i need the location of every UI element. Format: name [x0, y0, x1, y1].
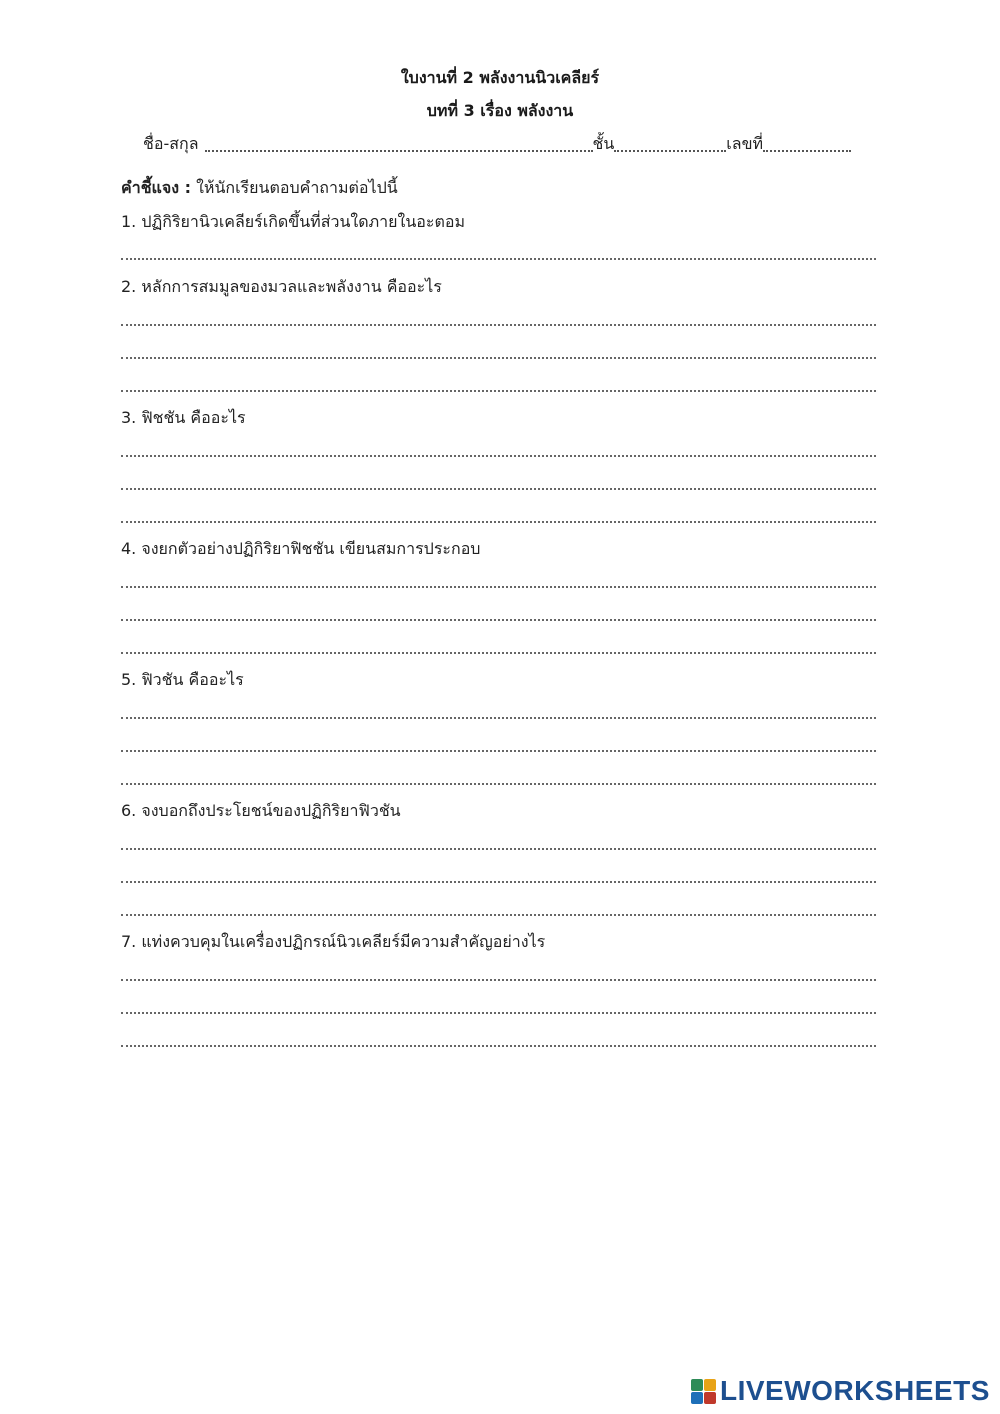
- instruction-label: คำชี้แจง :: [121, 178, 192, 197]
- question-4: 4. จงยกตัวอย่างปฏิกิริยาฟิชชัน เขียนสมการประกอบ: [121, 539, 481, 558]
- logo-block-2: [704, 1379, 716, 1391]
- answer-line-2-3[interactable]: [121, 390, 876, 392]
- answer-line-6-3[interactable]: [121, 914, 876, 916]
- worksheet-subtitle: บทที่ 3 เรื่อง พลังงาน: [426, 101, 574, 120]
- answer-line-3-3[interactable]: [121, 521, 876, 523]
- answer-line-7-2[interactable]: [121, 1012, 876, 1014]
- liveworksheets-logo: [691, 1374, 991, 1408]
- name-label: ชื่อ-สกุล: [143, 134, 199, 153]
- answer-line-3-2[interactable]: [121, 488, 876, 490]
- question-6: 6. จงบอกถึงประโยชน์ของปฏิกิริยาฟิวชัน: [121, 801, 401, 820]
- question-3: 3. ฟิชชัน คืออะไร: [121, 408, 246, 427]
- logo-text: LIVEWORKSHEETS: [720, 1375, 990, 1406]
- worksheet-title: ใบงานที่ 2 พลังงานนิวเคลียร์: [400, 68, 600, 87]
- class-label: ชั้น: [592, 134, 615, 153]
- question-7: 7. แท่งควบคุมในเครื่องปฏิกรณ์นิวเคลียร์มีความสำคัญอย่างไร: [121, 932, 546, 951]
- answer-line-5-2[interactable]: [121, 750, 876, 752]
- answer-line-5-1[interactable]: [121, 717, 876, 719]
- logo-block-1: [691, 1379, 703, 1391]
- instruction-text: ให้นักเรียนตอบคำถามต่อไปนี้: [191, 178, 398, 197]
- answer-line-2-2[interactable]: [121, 357, 876, 359]
- answer-line-6-2[interactable]: [121, 881, 876, 883]
- logo-blocks-icon: [691, 1379, 716, 1404]
- student-info-row: [143, 132, 863, 157]
- answer-line-7-1[interactable]: [121, 979, 876, 981]
- logo-block-3: [691, 1392, 703, 1404]
- number-field[interactable]: [763, 149, 851, 152]
- question-2: 2. หลักการสมมูลของมวลและพลังงาน คืออะไร: [121, 277, 442, 296]
- answer-line-1-1[interactable]: [121, 258, 876, 260]
- question-1: 1. ปฏิกิริยานิวเคลียร์เกิดขึ้นที่ส่วนใดภายในอะตอม: [121, 212, 466, 231]
- answer-line-4-2[interactable]: [121, 619, 876, 621]
- answer-line-5-3[interactable]: [121, 783, 876, 785]
- logo-block-4: [704, 1392, 716, 1404]
- answer-line-3-1[interactable]: [121, 455, 876, 457]
- name-field[interactable]: [205, 149, 593, 152]
- answer-line-4-3[interactable]: [121, 652, 876, 654]
- question-5: 5. ฟิวชัน คืออะไร: [121, 670, 244, 689]
- instructions: [121, 176, 398, 201]
- answer-line-4-1[interactable]: [121, 586, 876, 588]
- number-label: เลขที่: [726, 134, 764, 153]
- answer-line-6-1[interactable]: [121, 848, 876, 850]
- answer-line-2-1[interactable]: [121, 324, 876, 326]
- class-field[interactable]: [614, 149, 726, 152]
- answer-line-7-3[interactable]: [121, 1045, 876, 1047]
